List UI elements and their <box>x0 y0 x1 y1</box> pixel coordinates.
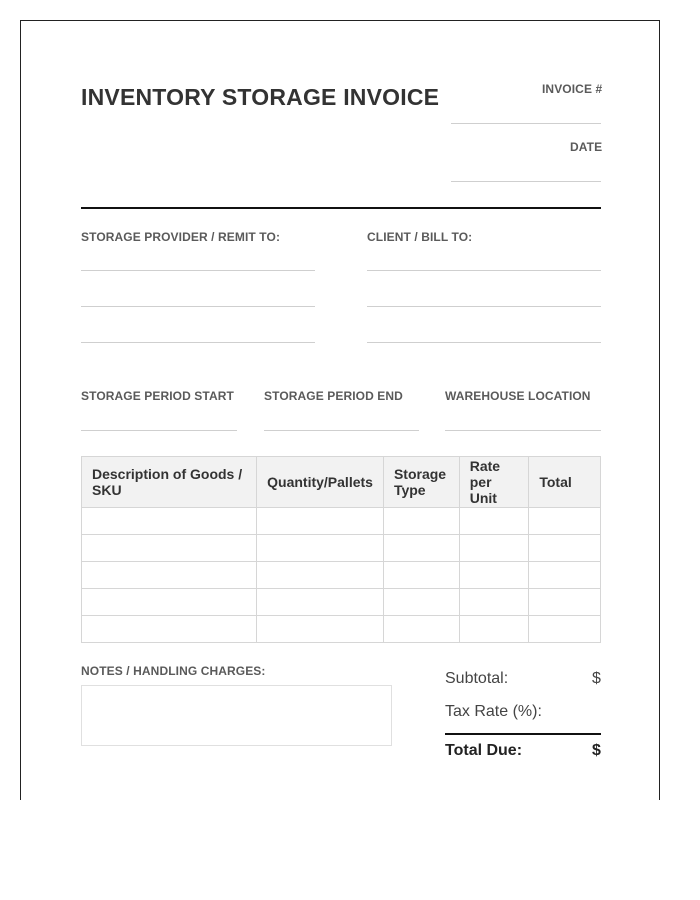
column-header-description: Description of Goods / SKU <box>82 457 257 508</box>
column-header-total: Total <box>529 457 601 508</box>
table-cell[interactable] <box>529 562 601 589</box>
table-cell[interactable] <box>383 562 459 589</box>
client-line-3[interactable] <box>367 342 601 343</box>
period-end-field[interactable] <box>264 430 419 431</box>
table-cell[interactable] <box>459 616 529 643</box>
table-cell[interactable] <box>459 589 529 616</box>
table-cell[interactable] <box>529 508 601 535</box>
invoice-title: INVENTORY STORAGE INVOICE <box>81 84 440 110</box>
date-label: DATE <box>570 140 603 154</box>
notes-textarea[interactable] <box>81 685 392 746</box>
column-header-storage-type: Storage Type <box>383 457 459 508</box>
tax-rate-label: Tax Rate (%): <box>445 703 542 720</box>
header-divider <box>81 207 601 209</box>
table-cell[interactable] <box>459 562 529 589</box>
table-cell[interactable] <box>383 535 459 562</box>
table-row <box>82 589 601 616</box>
table-row <box>82 535 601 562</box>
table-cell[interactable] <box>82 562 257 589</box>
column-header-quantity: Quantity/Pallets <box>257 457 384 508</box>
table-cell[interactable] <box>383 589 459 616</box>
invoice-number-field[interactable] <box>451 123 601 124</box>
client-line-1[interactable] <box>367 270 601 271</box>
provider-label: STORAGE PROVIDER / REMIT TO: <box>81 230 281 244</box>
date-field[interactable] <box>451 181 601 182</box>
table-cell[interactable] <box>383 616 459 643</box>
provider-line-3[interactable] <box>81 342 315 343</box>
warehouse-location-label: WAREHOUSE LOCATION <box>445 389 591 403</box>
table-row <box>82 562 601 589</box>
table-cell[interactable] <box>459 508 529 535</box>
table-cell[interactable] <box>459 535 529 562</box>
notes-label: NOTES / HANDLING CHARGES: <box>81 664 266 678</box>
table-cell[interactable] <box>529 535 601 562</box>
table-header-row <box>82 457 601 508</box>
period-start-label: STORAGE PERIOD START <box>81 389 234 403</box>
period-start-field[interactable] <box>81 430 237 431</box>
provider-line-2[interactable] <box>81 306 315 307</box>
items-table <box>81 456 601 643</box>
table-row <box>82 616 601 643</box>
table-cell[interactable] <box>529 616 601 643</box>
table-cell[interactable] <box>82 508 257 535</box>
client-label: CLIENT / BILL TO: <box>367 230 473 244</box>
total-due-label: Total Due: <box>445 742 523 759</box>
invoice-sheet <box>20 20 660 800</box>
table-cell[interactable] <box>82 535 257 562</box>
table-cell[interactable] <box>257 616 384 643</box>
table-cell[interactable] <box>82 589 257 616</box>
client-line-2[interactable] <box>367 306 601 307</box>
subtotal-label: Subtotal: <box>445 670 509 687</box>
table-cell[interactable] <box>82 616 257 643</box>
subtotal-currency: $ <box>592 670 601 687</box>
provider-line-1[interactable] <box>81 270 315 271</box>
table-cell[interactable] <box>257 562 384 589</box>
table-cell[interactable] <box>383 508 459 535</box>
period-end-label: STORAGE PERIOD END <box>264 389 403 403</box>
column-header-rate: Rate per Unit <box>459 457 529 508</box>
table-cell[interactable] <box>529 589 601 616</box>
warehouse-location-field[interactable] <box>445 430 601 431</box>
table-cell[interactable] <box>257 508 384 535</box>
table-cell[interactable] <box>257 589 384 616</box>
table-row <box>82 508 601 535</box>
invoice-number-label: INVOICE # <box>542 82 603 96</box>
total-due-currency: $ <box>592 742 601 759</box>
total-divider <box>445 733 601 735</box>
table-cell[interactable] <box>257 535 384 562</box>
